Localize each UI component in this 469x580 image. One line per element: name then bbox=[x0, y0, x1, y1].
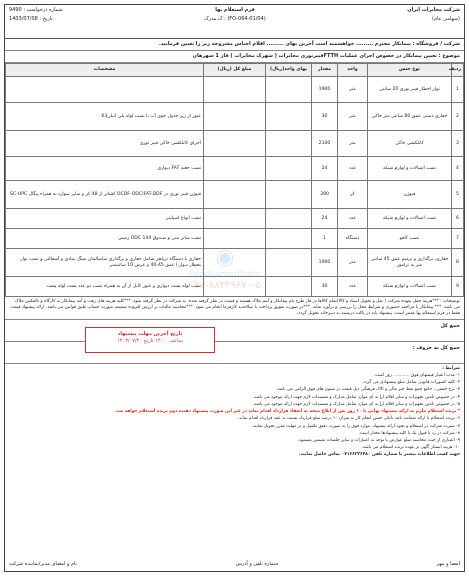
deadline-title: تاریخ آخرین مهلت پیشنهاد bbox=[117, 331, 183, 337]
term-item: ۸- شرکت در رد یا قبول یک یا کلیه پیشنهادها مختار است. bbox=[358, 430, 460, 436]
table-row: 5 فیوژن کر 390 فیوژن فیبر نوری در OCDF-ODC/FAT-DDF کشاتر از 48 کر و سایر سوارد به همراه پیگال SC-UPC bbox=[6, 181, 464, 209]
term-item: ۶- برنده استعلام با ارائه ضمانت نامه بانکی حسن انجام کار به میزان ۱۰ درصد مبلغ قرارداد نسبت به عقد قرارداد اقدام نماید. bbox=[237, 416, 460, 422]
term-item: ۹- اعتباری از حیث محاسبه مبلغ عوارض با توجه به اعتبارات و سایر جلسات تضمین نمیشود. bbox=[297, 438, 460, 443]
total-words-box bbox=[5, 342, 464, 364]
terms bbox=[5, 364, 464, 462]
company-line: شرکت / فروشگاه : پیمانکار محترم ......... خواهشمند است آخرین بهای ......... اقلام اجناس مشروحه زیر را تعیین فرمایید. bbox=[5, 39, 464, 51]
table-row: 1 نوار اخطار فیبر نوری 20 سانتی متر 1900 bbox=[6, 77, 464, 103]
table-header bbox=[6, 64, 464, 77]
unit-price-cell[interactable] bbox=[266, 249, 312, 277]
term-item: ۲- کلیه کسورات قانونی شامل مبلغ پیشنهادی می گردد. bbox=[361, 380, 460, 386]
col-qty: مقدار bbox=[312, 64, 338, 77]
total-cell[interactable] bbox=[204, 249, 266, 277]
total-cell[interactable] bbox=[204, 229, 266, 249]
signature-row bbox=[9, 561, 460, 567]
unit-price-cell[interactable] bbox=[266, 131, 312, 157]
watermark-phone: ۰۲۱-۸۸۳۴۹۶۷۰-۵ bbox=[189, 280, 261, 291]
deadline-line: ساعت ۱۴:۰۰ تاریخ ۱۴۰۳/۰۷/۲۰ bbox=[117, 338, 183, 344]
items-table bbox=[5, 63, 464, 297]
watermark-logo-icon: ◉ bbox=[215, 245, 235, 270]
company-name: شرکت مخابرات ایران bbox=[407, 7, 460, 13]
signature-right: امضا و مهر bbox=[436, 561, 460, 567]
col-type: نوع جنس bbox=[368, 64, 452, 77]
request-number: شماره درخواست : 9490 bbox=[9, 7, 63, 13]
sum-box bbox=[5, 320, 464, 342]
subject-line: موضوع : تعیین پیمانکار در خصوص اجرای عملیات FTTHفیبرنوری مخابرات ( شهرک مخابرات ) فاز 1 سهرهان bbox=[5, 51, 464, 63]
total-cell[interactable] bbox=[204, 277, 266, 297]
company-block bbox=[407, 7, 460, 22]
company-sub: (سهامی عام) bbox=[432, 16, 460, 22]
table-row: 9 نصب اتصالات و لوازم شبکه عدد 30 نصب لوله پست دیواری و عبور کابل از آن به همراه نصب دو عدد بست لوله پست bbox=[6, 277, 464, 297]
signature-middle: شماره تلفن و آدرس bbox=[235, 561, 279, 567]
col-total: مبلغ کل (ریال) bbox=[204, 64, 266, 77]
total-cell[interactable] bbox=[204, 77, 266, 103]
request-date: تاریخ : 1403/07/08 bbox=[9, 16, 53, 22]
col-row: ردیف bbox=[452, 64, 464, 77]
table-row: 3 کابلکشی خاکی متر 2100 اجرای کابلکشی خاکی فیبر نوری bbox=[6, 131, 464, 157]
unit-price-cell[interactable] bbox=[266, 103, 312, 131]
terms-title: شرایط : bbox=[442, 365, 460, 371]
table-row: 7 نصب کافو دستگاه 1 نصب ساتر بتنی و صندوق ODC 144 زمینی bbox=[6, 229, 464, 249]
form-title: فرم استعلام بها bbox=[215, 7, 255, 13]
form-code: ک.مدرک : (FO-064-01/04) bbox=[204, 16, 266, 22]
unit-price-cell[interactable] bbox=[266, 181, 312, 209]
col-desc: مشخصات bbox=[6, 64, 204, 77]
request-info bbox=[9, 7, 63, 22]
term-item: ۱۰- هزینه انتشار آگهی بر عهده برنده استعلام می باشد. bbox=[361, 445, 460, 451]
signature-left: نام و امضای مدیر/نماینده شرکت bbox=[9, 561, 77, 567]
sum-label: جمع کل bbox=[440, 322, 460, 329]
term-highlight: * برنده استعلام ملزم به ارائه پیشنهاد نهایی تا ۱۰ روز پس از ابلاغ نتیجه به انعقاد قرارداد اقدام نماید در غیر این صورت پیشنهاد دهنده دوم برنده استعلام خواهد شد. bbox=[114, 409, 460, 415]
unit-price-cell[interactable] bbox=[266, 77, 312, 103]
deadline-stamp bbox=[85, 327, 215, 353]
col-unit-price: بهای واحد(ریال) bbox=[266, 64, 312, 77]
unit-price-cell[interactable] bbox=[266, 209, 312, 229]
notes: توضیحات : ***هزینه حمل بعهده شرکت ( نقل و تحویل اسناد و کالا)تمام کالاها در فاز طرح نام پیمانکار و آیتم ملاک هستند و قیمت در نظر گرفته شده. به شرکت در نظر گرفته شود. ***کلیه هزینه های رفت و آمد پیمانکار به کارگاه و بالعکس ملاک می باشد. *** پیمانکار با مراجعه حضوری و شرایط محل را بررسی و برآورد نماید. ***در صورت تعویق پرداخت با صلاحدید کارفرما انجام می شود. ***محاسبه مالیات بر ارزش افزوده ضمیمه صورت حساب طبق قوانین می باشد. ارائه پیشنهاد قیمت فقط در فرم استعلام بها معتبر است، پیشنهاد باید در پاکت دربسته به دبیرخانه تحویل گردد. bbox=[5, 297, 464, 320]
term-item: ۴- در خصوص تامین تجهیزات و سایر اقلام اراِ به ای موارد شامل مدارک و مستندات لازم جهت ارائه موجود می باشد. bbox=[252, 394, 460, 400]
col-unit: واحد bbox=[338, 64, 368, 77]
term-item: ۵- در خصوص تامین تجهیزات و سایر اقلام اراِ به ای موارد شامل مدارک و مستندات لازم جهت ارائه موجود می باشد. bbox=[252, 401, 460, 407]
unit-price-cell[interactable] bbox=[266, 277, 312, 297]
term-item: ۱- مدت اعتبار قیمتهای فوق ............ روز است. bbox=[373, 373, 460, 379]
form-page bbox=[4, 4, 465, 572]
watermark-brand: ParsNamadData bbox=[188, 270, 262, 280]
total-cell[interactable] bbox=[204, 157, 266, 181]
form-title-block bbox=[204, 7, 266, 22]
total-words-label: جمع کل به حروف : bbox=[412, 344, 460, 351]
table-row: 6 نصب اتصالات و لوازم شبکه عدد 24 نصب انواع اسپلیتر bbox=[6, 209, 464, 229]
unit-price-cell[interactable] bbox=[266, 229, 312, 249]
term-item: ۳- نرخ جمعی ، جامع جمع نقط خیر مالی و الاک فرهنگی ذیل قیمت در ستون های فوق الزامی می باشد. bbox=[275, 387, 460, 393]
total-cell[interactable] bbox=[204, 181, 266, 209]
table-row: 2 حفاری دستی عمق 80 سانتی متر خاکی متر 30 عبور از زیر جدول جوی آب با نصب لوله پلی اتیلن63 bbox=[6, 103, 464, 131]
total-cell[interactable] bbox=[204, 209, 266, 229]
table-row: 8 حفاری، برگذاری و ترمیم عمق 45 سانتی متر به تراموز متر 1900 حفاری با دستگاه تریلچر شامل حفاری و برگذاری ساسالمان سنگ بنیادی و آسفالتی و نصب نوار بخطار دیوار ا عمق 45-40 و عرض 10 سانتیمتر bbox=[6, 249, 464, 277]
unit-price-cell[interactable] bbox=[266, 157, 312, 181]
total-cell[interactable] bbox=[204, 103, 266, 131]
form-header bbox=[5, 5, 464, 39]
table-row: 4 نصب اتصالات و لوازم شبکه عدد 24 نصب جعبه FAT دیواری bbox=[6, 157, 464, 181]
total-cell[interactable] bbox=[204, 131, 266, 157]
term-contact: جهت کسب اطلاعات بیشتر با شماره تلفن ۰۷۱۶۶۳۳۶۴۸۰ تماس حاصل نمایید. bbox=[298, 452, 460, 458]
term-item: ۷- سپرده شرکت در استعلام و نحوه ارائه پیشنهاد، موارد فوق را به صورت دقیق تکمیل و در مهلت مقرر تحویل نمایند. bbox=[251, 423, 460, 429]
